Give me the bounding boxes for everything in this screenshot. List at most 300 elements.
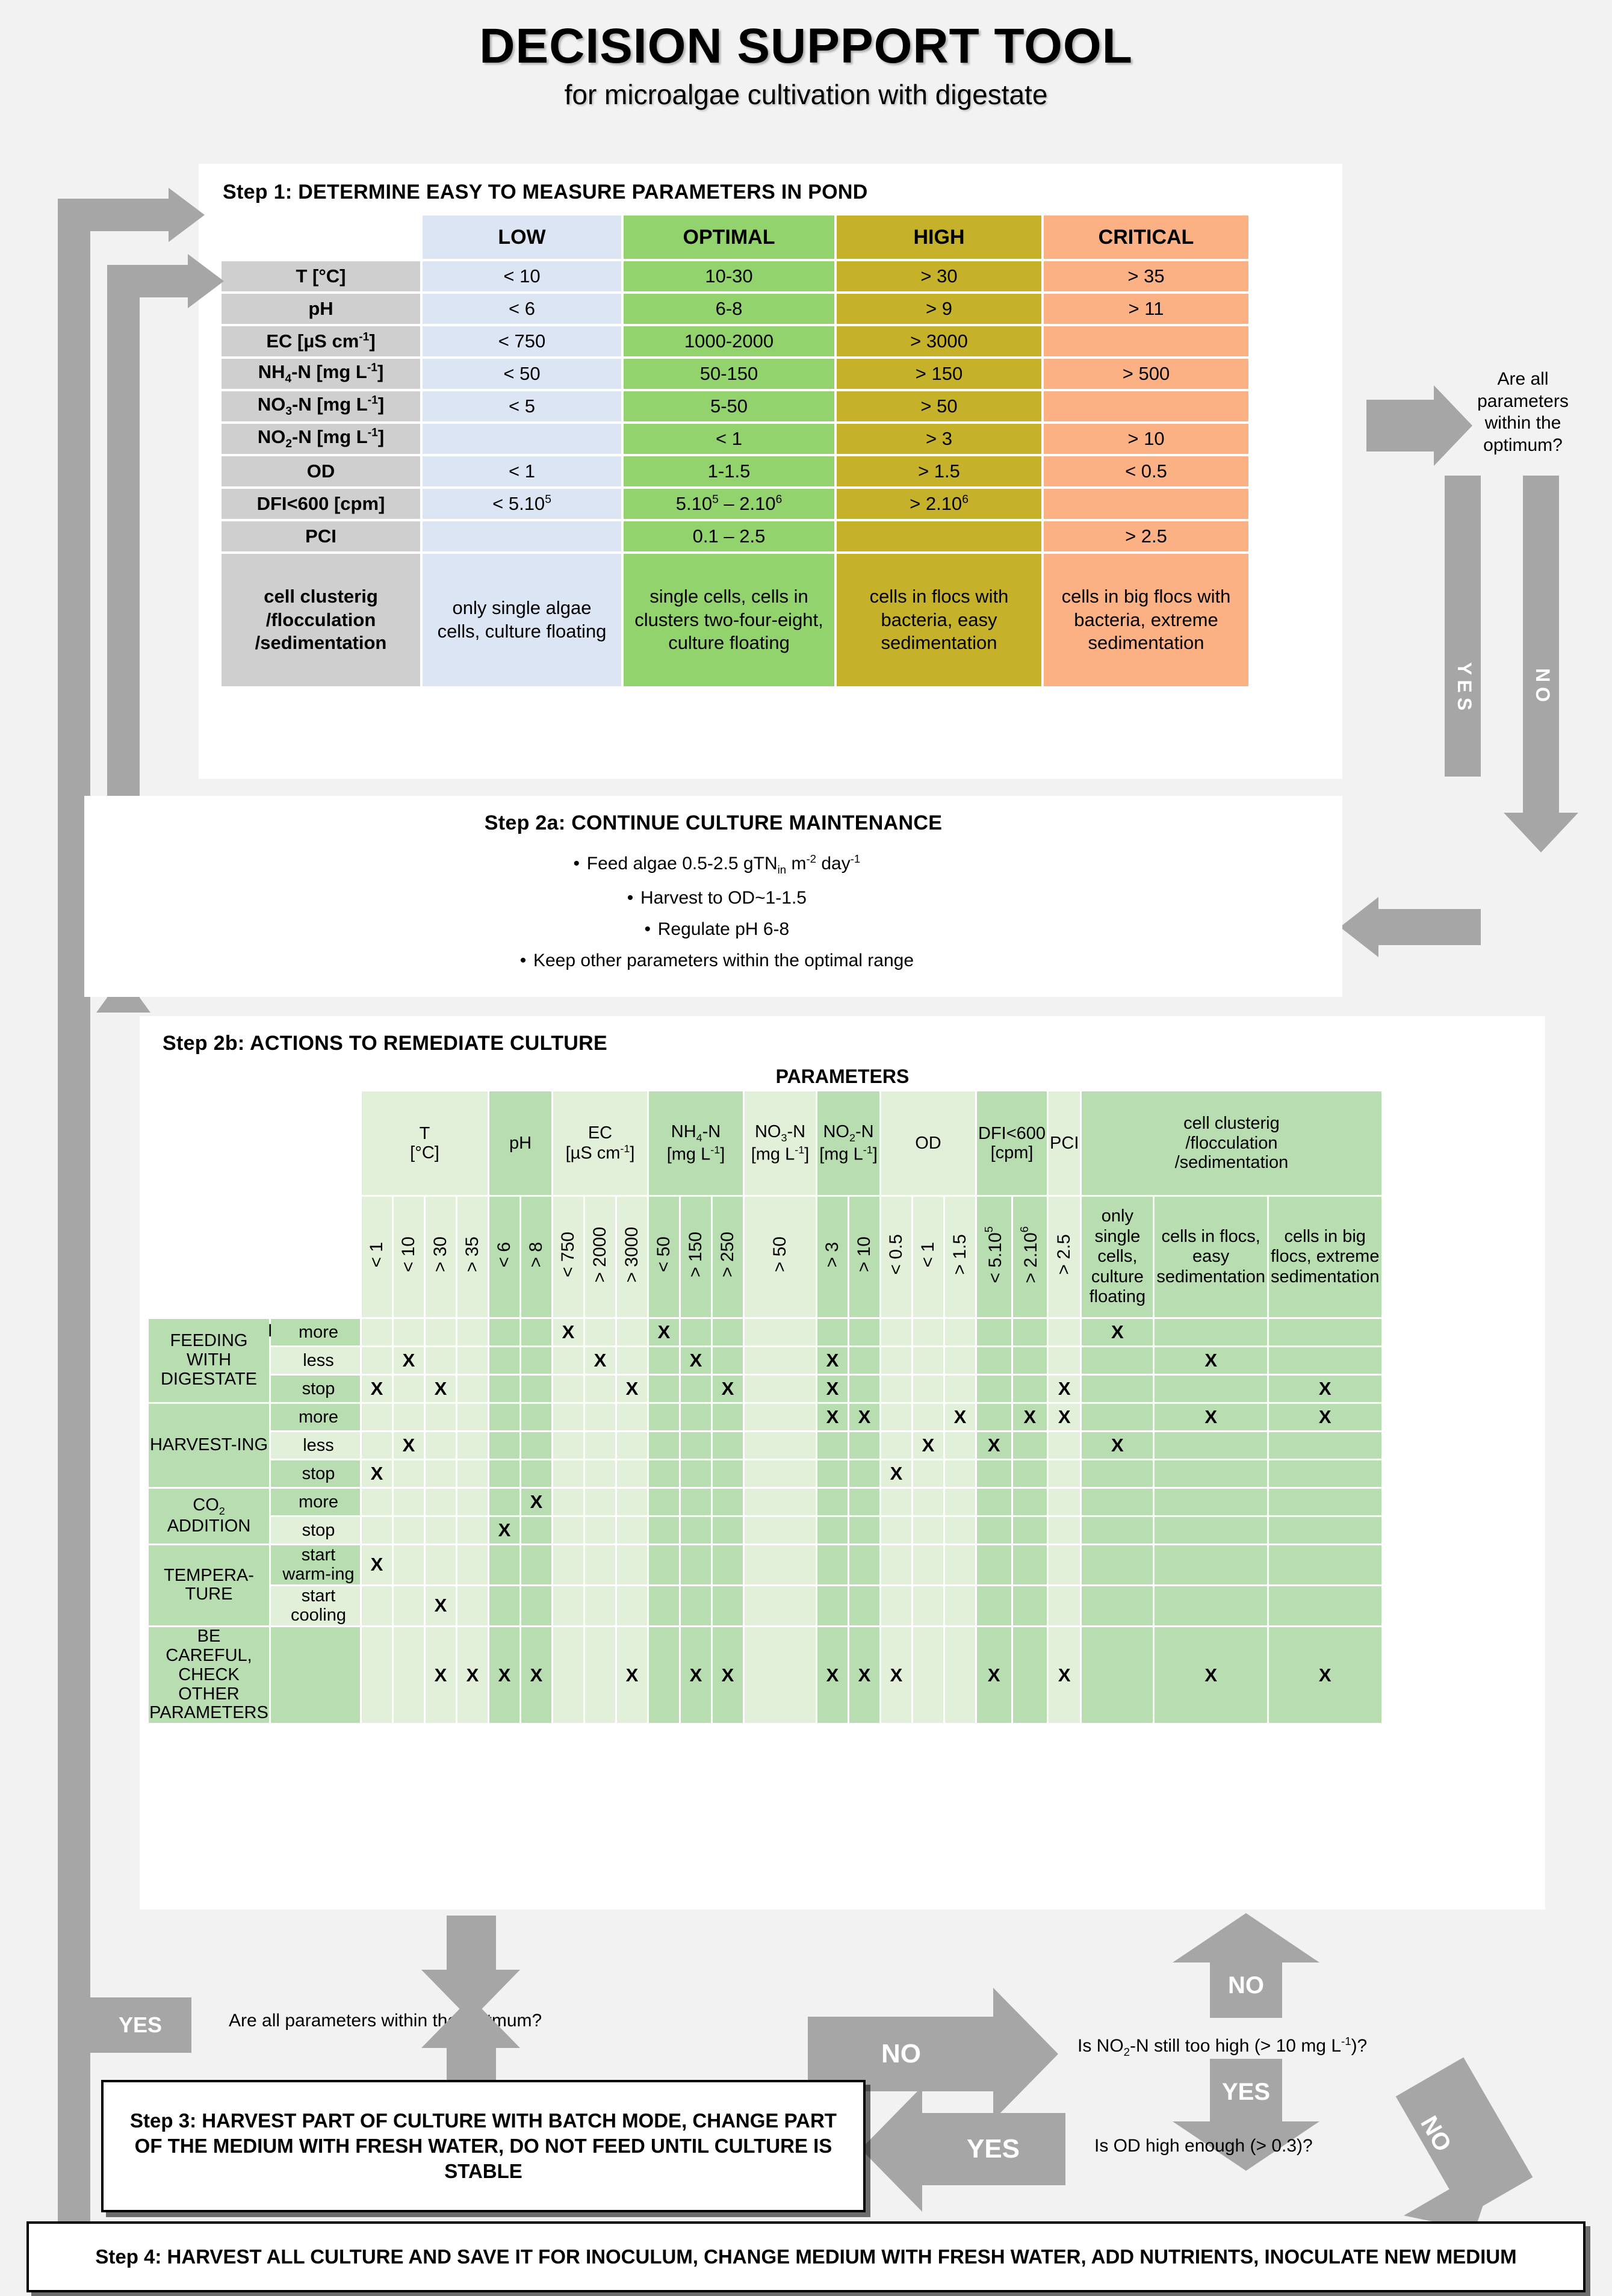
step1-heading: Step 1: DETERMINE EASY TO MEASURE PARAMETERS IN POND [223,181,868,203]
matrix-cell [745,1376,816,1402]
row-header: $NO_2-N$ [mg $L^{-1}$] [222,424,420,454]
table-cell-optimal: 50-150 [624,359,834,389]
action-sub-label: stop [271,1460,360,1487]
arrow-down-to-optimum-q-shaft [447,1916,496,1973]
matrix-cell [849,1545,879,1584]
x-mark: X [1204,1350,1217,1371]
table-cell-low: < 6 [423,294,621,324]
matrix-cell [457,1489,488,1515]
matrix-cell [681,1489,711,1515]
action-sub-label: start cooling [271,1586,360,1625]
x-mark: X [530,1491,543,1512]
table-cell-critical: > 2.5 [1044,521,1248,551]
matrix-cell [913,1517,943,1544]
matrix-cell [817,1586,848,1625]
sub-column-header-row [149,1197,1381,1317]
table-row [149,1404,1381,1430]
matrix-cell [817,1347,848,1374]
matrix-cell [817,1319,848,1345]
matrix-cell [362,1347,392,1374]
matrix-cell [945,1376,975,1402]
list-item: • Feed algae 0.5-2.5 gTN$_{in}$ $m^{-2}$ day$^{-1}$ [84,854,1342,876]
sub-column-header: > 50 [745,1197,816,1317]
table-row [149,1545,1381,1584]
matrix-cell [1082,1319,1153,1345]
yes-bar-step1-elbow [1378,909,1481,945]
matrix-cell [817,1432,848,1459]
matrix-cell [521,1460,551,1487]
sub-column-header: > 30 [426,1197,456,1317]
matrix-cell [817,1376,848,1402]
matrix-cell [426,1432,456,1459]
matrix-cell [426,1347,456,1374]
table-cell-high: > 3 [837,424,1041,454]
matrix-cell [913,1404,943,1430]
matrix-cell [1013,1627,1047,1723]
matrix-cell [585,1545,615,1584]
table-row [149,1627,1381,1723]
sub-column-header: > $2.10^6$ [1013,1197,1047,1317]
row-header: T [°C] [222,261,420,291]
param-group-header: DFI<600 [cpm] [977,1091,1047,1195]
matrix-cell [426,1517,456,1544]
table-row [222,261,1248,291]
matrix-cell [913,1489,943,1515]
matrix-cell [457,1376,488,1402]
matrix-cell [1155,1347,1267,1374]
matrix-cell [1013,1404,1047,1430]
x-mark: X [1023,1406,1037,1427]
param-group-header: $NO_3-N$ [mg $L^{-1}$] [745,1091,816,1195]
matrix-cell [553,1586,583,1625]
arrow-no-right-label: NO [881,2039,921,2068]
x-mark: X [953,1406,967,1427]
x-mark: X [434,1378,447,1399]
step2b-table [147,1090,1383,1725]
matrix-cell [362,1627,392,1723]
table-cell-optimal: 1000-2000 [624,326,834,356]
matrix-cell [817,1460,848,1487]
matrix-cell [713,1489,743,1515]
matrix-cell [489,1517,519,1544]
bullet-icon: • [644,919,651,939]
x-mark: X [987,1435,1000,1456]
step2a-heading: Step 2a: CONTINUE CULTURE MAINTENANCE [484,811,943,834]
sub-column-header: cells in big flocs, extreme sedimentation [1269,1197,1381,1317]
matrix-cell [649,1517,679,1544]
matrix-cell [1082,1404,1153,1430]
action-sub-label: start warm-ing [271,1545,360,1584]
x-mark: X [370,1463,383,1484]
matrix-cell [913,1376,943,1402]
cluster-cell-critical: cells in big flocs with bacteria, extreme sedimentation [1044,554,1248,686]
matrix-cell [489,1545,519,1584]
matrix-cell [945,1404,975,1430]
matrix-cell [881,1586,911,1625]
step4-text: Step 4: HARVEST ALL CULTURE AND SAVE IT FOR INOCULUM, CHANGE MEDIUM WITH FRESH WATER, ADD NUTRIENTS, INOCULATE NEW MEDIUM [95,2245,1517,2268]
matrix-cell [553,1627,583,1723]
sub-column-header: > 150 [681,1197,711,1317]
action-sub-label [271,1627,360,1723]
x-mark: X [689,1350,702,1371]
matrix-cell [585,1627,615,1723]
matrix-cell [1155,1432,1267,1459]
table-row [149,1432,1381,1459]
matrix-cell [617,1319,647,1345]
action-sub-label: less [271,1432,360,1459]
matrix-cell [617,1586,647,1625]
x-mark: X [826,1664,839,1686]
bullet-icon: • [519,950,527,970]
matrix-cell [745,1347,816,1374]
matrix-cell [681,1627,711,1723]
sub-column-header: < 50 [649,1197,679,1317]
arrow-yes-left-label: YES [966,2134,1020,2164]
parameters-label: PARAMETERS [775,1066,910,1087]
x-mark: X [498,1519,511,1540]
matrix-cell [457,1627,488,1723]
x-mark: X [657,1321,671,1342]
matrix-cell [849,1404,879,1430]
arrow-no-right-head [993,1988,1058,2120]
no-bar-step1-arrowhead [1504,813,1578,852]
matrix-cell [977,1376,1011,1402]
actions-header-cell [149,1197,360,1317]
matrix-cell [913,1432,943,1459]
matrix-cell [849,1319,879,1345]
matrix-cell [977,1319,1011,1345]
x-mark: X [1058,1406,1071,1427]
matrix-cell [745,1517,816,1544]
matrix-cell [394,1517,424,1544]
x-mark: X [562,1321,575,1342]
table-cell-low: < 1 [423,456,621,486]
matrix-cell [817,1545,848,1584]
matrix-cell [1269,1432,1381,1459]
matrix-cell [681,1460,711,1487]
matrix-cell [849,1347,879,1374]
arrow-no-diagonal-label: NO [1415,2111,1457,2156]
matrix-cell [1013,1432,1047,1459]
x-mark: X [466,1664,479,1686]
matrix-cell [521,1545,551,1584]
table-cell-optimal: 6-8 [624,294,834,324]
matrix-cell [913,1586,943,1625]
x-mark: X [922,1435,935,1456]
matrix-cell [913,1347,943,1374]
x-mark: X [858,1406,871,1427]
table-row [149,1347,1381,1374]
matrix-cell [681,1545,711,1584]
row-header: EC [µS $cm^{-1}$] [222,326,420,356]
matrix-cell [362,1376,392,1402]
matrix-cell [681,1404,711,1430]
matrix-cell [817,1489,848,1515]
matrix-cell [945,1432,975,1459]
matrix-cell [1269,1586,1381,1625]
sub-column-header: > 35 [457,1197,488,1317]
matrix-cell [489,1432,519,1459]
bullet-icon: • [573,854,580,873]
corner-cell [222,216,420,259]
action-sub-label: stop [271,1376,360,1402]
table-cell-optimal: < 1 [624,424,834,454]
matrix-cell [1082,1545,1153,1584]
x-mark: X [1204,1664,1217,1686]
matrix-cell [713,1627,743,1723]
matrix-cell [521,1319,551,1345]
matrix-cell [362,1319,392,1345]
matrix-cell [553,1404,583,1430]
x-mark: X [1058,1664,1071,1686]
matrix-cell [521,1586,551,1625]
x-mark: X [890,1463,903,1484]
step1-question: Are all parameters within the optimum? [1477,369,1569,455]
step1-table [219,213,1251,689]
matrix-cell [1155,1489,1267,1515]
x-mark: X [498,1664,511,1686]
matrix-cell [1269,1404,1381,1430]
matrix-cell [362,1517,392,1544]
table-cell-critical [1044,489,1248,519]
matrix-cell [649,1460,679,1487]
table-row-cluster [222,554,1248,686]
matrix-cell [1049,1404,1080,1430]
matrix-cell [849,1432,879,1459]
x-mark: X [625,1664,639,1686]
matrix-cell [1269,1517,1381,1544]
matrix-cell [945,1586,975,1625]
sub-column-header: < 1 [362,1197,392,1317]
matrix-cell [713,1517,743,1544]
cluster-cell-low: only single algae cells, culture floating [423,554,621,686]
x-mark: X [689,1664,702,1686]
sub-column-header: > 3 [817,1197,848,1317]
matrix-cell [713,1460,743,1487]
param-group-header: PCI [1049,1091,1080,1195]
table-cell-high: > $2.10^6$ [837,489,1041,519]
matrix-cell [977,1545,1011,1584]
action-group-label: BE CAREFUL, CHECK OTHER PARAMETERS [149,1626,268,1723]
matrix-cell [1013,1376,1047,1402]
table-cell-critical: > 35 [1044,261,1248,291]
matrix-cell [745,1489,816,1515]
matrix-cell [553,1517,583,1544]
matrix-cell [977,1432,1011,1459]
step2b-heading: Step 2b: ACTIONS TO REMEDIATE CULTURE [163,1032,607,1055]
matrix-cell [1155,1319,1267,1345]
no-bar-step1 [1523,476,1559,813]
matrix-cell [681,1347,711,1374]
matrix-cell [977,1517,1011,1544]
sub-column-header: cells in flocs, easy sedimentation [1155,1197,1267,1317]
title-block [0,19,1612,110]
table-row [222,294,1248,324]
matrix-cell [649,1347,679,1374]
table-cell-high: > 9 [837,294,1041,324]
x-mark: X [530,1664,543,1686]
matrix-cell [1082,1627,1153,1723]
matrix-cell [745,1319,816,1345]
x-mark: X [370,1378,383,1399]
sub-column-header: only single cells, culture floating [1082,1197,1153,1317]
matrix-cell [977,1627,1011,1723]
matrix-cell [1269,1347,1381,1374]
table-row [149,1489,1381,1515]
question-od: Is OD high enough (> 0.3)? [1094,2136,1313,2156]
matrix-cell [617,1517,647,1544]
param-group-header: T [°C] [362,1091,488,1195]
matrix-cell [426,1489,456,1515]
matrix-cell [881,1489,911,1515]
row-header-cluster: cell clusterig /flocculation /sedimentation [222,554,420,686]
matrix-cell [977,1586,1011,1625]
matrix-cell [489,1586,519,1625]
matrix-cell [585,1376,615,1402]
matrix-cell [745,1404,816,1430]
action-sub-label: less [271,1347,360,1374]
table-cell-critical: > 10 [1044,424,1248,454]
arrow-yes-left-head [861,2087,922,2212]
matrix-cell [362,1432,392,1459]
matrix-cell [1269,1545,1381,1584]
sub-column-header: < 0.5 [881,1197,911,1317]
matrix-cell [1155,1404,1267,1430]
x-mark: X [987,1664,1000,1686]
x-mark: X [890,1664,903,1686]
matrix-cell [1082,1586,1153,1625]
table-cell-optimal: 0.1 – 2.5 [624,521,834,551]
column-header-low: LOW [423,216,621,259]
matrix-cell [585,1319,615,1345]
table-row [149,1517,1381,1544]
matrix-cell [713,1404,743,1430]
x-mark: X [1318,1378,1331,1399]
sub-column-header: > 10 [849,1197,879,1317]
matrix-cell [649,1545,679,1584]
table-cell-high: > 1.5 [837,456,1041,486]
matrix-cell [849,1627,879,1723]
matrix-cell [681,1376,711,1402]
rail-left-inner-arrowhead [188,254,224,308]
header-corner [149,1091,360,1195]
matrix-cell [362,1545,392,1584]
x-mark: X [625,1378,639,1399]
matrix-cell [394,1347,424,1374]
table-cell-high [837,521,1041,551]
sub-column-header: < 10 [394,1197,424,1317]
table-row [222,326,1248,356]
matrix-cell [977,1404,1011,1430]
matrix-cell [585,1517,615,1544]
matrix-cell [394,1545,424,1584]
table-cell-optimal: 10-30 [624,261,834,291]
x-mark: X [1058,1378,1071,1399]
matrix-cell [617,1404,647,1430]
list-item: • Keep other parameters within the optimal range [84,952,1342,970]
arrow-yes-down-label: YES [1221,2078,1271,2105]
matrix-cell [681,1517,711,1544]
matrix-cell [977,1347,1011,1374]
table-row [149,1460,1381,1487]
matrix-cell [649,1586,679,1625]
matrix-cell [489,1347,519,1374]
matrix-cell [1155,1545,1267,1584]
matrix-cell [945,1545,975,1584]
matrix-cell [881,1319,911,1345]
matrix-cell [849,1460,879,1487]
table-cell-critical [1044,391,1248,421]
x-mark: X [721,1664,734,1686]
table-cell-critical: > 11 [1044,294,1248,324]
matrix-cell [745,1586,816,1625]
x-mark: X [434,1595,447,1616]
matrix-cell [849,1586,879,1625]
matrix-cell [649,1432,679,1459]
matrix-cell [426,1376,456,1402]
matrix-cell [489,1460,519,1487]
table-cell-optimal: 5.10$^5$ – 2.10$^6$ [624,489,834,519]
matrix-cell [1155,1517,1267,1544]
question-optimum: Are all parameters within the opitmum? [229,2011,542,2031]
matrix-cell [881,1545,911,1584]
matrix-cell [394,1404,424,1430]
matrix-cell [713,1586,743,1625]
matrix-cell [617,1376,647,1402]
matrix-cell [881,1376,911,1402]
action-sub-label: more [271,1319,360,1345]
sub-column-header: < 6 [489,1197,519,1317]
matrix-cell [585,1460,615,1487]
matrix-cell [1155,1627,1267,1723]
sub-column-header: > 3000 [617,1197,647,1317]
matrix-cell [362,1460,392,1487]
matrix-cell [1082,1376,1153,1402]
matrix-cell [945,1489,975,1515]
cluster-cell-optimal: single cells, cells in clusters two-four-eight, culture floating [624,554,834,686]
table-row [149,1319,1381,1345]
matrix-cell [881,1347,911,1374]
matrix-cell [1082,1460,1153,1487]
step3-text: Step 3: HARVEST PART OF CULTURE WITH BATCH MODE, CHANGE PART OF THE MEDIUM WITH FRESH WATER, DO NOT FEED UNTIL CULTURE IS STABLE [130,2109,837,2183]
yes-bar-step1-arrowhead [1340,897,1378,957]
matrix-cell [945,1347,975,1374]
x-mark: X [1318,1406,1331,1427]
matrix-cell [1155,1586,1267,1625]
sub-column-header: > 2000 [585,1197,615,1317]
matrix-cell [1269,1376,1381,1402]
matrix-cell [945,1517,975,1544]
x-mark: X [826,1406,839,1427]
x-mark: X [402,1350,415,1371]
page-title: DECISION SUPPORT TOOL [479,19,1133,73]
matrix-cell [553,1545,583,1584]
matrix-cell [713,1432,743,1459]
table-row [222,456,1248,486]
matrix-cell [426,1545,456,1584]
matrix-cell [553,1319,583,1345]
matrix-cell [617,1545,647,1584]
x-mark: X [858,1664,871,1686]
step2b-table-body [149,1319,1381,1723]
matrix-cell [617,1627,647,1723]
matrix-cell [649,1489,679,1515]
x-mark: X [721,1378,734,1399]
matrix-cell [1082,1517,1153,1544]
action-group-label: HARVEST-ING [149,1404,269,1487]
table-cell-high: > 150 [837,359,1041,389]
matrix-cell [426,1586,456,1625]
